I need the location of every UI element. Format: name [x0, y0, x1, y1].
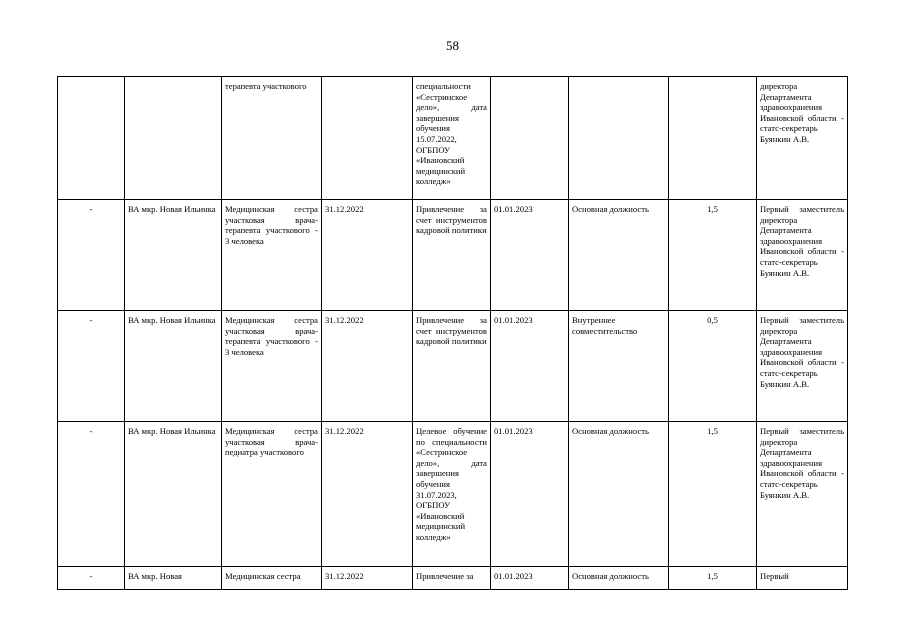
cell-employment-type: Основная должность: [569, 422, 669, 567]
table-row: [58, 422, 848, 567]
cell-start-date: 01.01.2023: [491, 567, 569, 590]
cell-position: терапевта участкового: [222, 77, 322, 200]
cell-organization: [125, 77, 222, 200]
cell-date: 31.12.2022: [322, 567, 413, 590]
cell-responsible: Первый: [757, 567, 848, 590]
cell-number: -: [58, 567, 125, 590]
cell-start-date: 01.01.2023: [491, 311, 569, 422]
cell-organization: ВА мкр. Новая Ильинка: [125, 200, 222, 311]
cell-method: Целевое обучение по специальности «Сестринское дело», дата завершения обучения 31.07.2023, ОГБПОУ «Ивановский медицинский колледж»: [413, 422, 491, 567]
cell-date: [322, 77, 413, 200]
cell-start-date: 01.01.2023: [491, 200, 569, 311]
cell-position: Медицинская сестра участковая врача-терапевта участкового - 3 человека: [222, 200, 322, 311]
cell-position: Медицинская сестра участковая врача-терапевта участкового - 3 человека: [222, 311, 322, 422]
cell-responsible: Первый заместитель директора Департамента здравоохранения Ивановской области - статс-секретарь Буянкин А.В.: [757, 200, 848, 311]
cell-employment-type: [569, 77, 669, 200]
cell-method: Привлечение за счет инструментов кадровой политики: [413, 311, 491, 422]
cell-organization: ВА мкр. Новая Ильинка: [125, 311, 222, 422]
cell-method: Привлечение за: [413, 567, 491, 590]
cell-employment-type: Внутреннее совместительство: [569, 311, 669, 422]
table-row: [58, 200, 848, 311]
cell-position: Медицинская сестра: [222, 567, 322, 590]
staffing-table: [57, 76, 848, 590]
cell-employment-type: Основная должность: [569, 567, 669, 590]
cell-date: 31.12.2022: [322, 311, 413, 422]
page-number: 58: [446, 38, 459, 53]
cell-start-date: [491, 77, 569, 200]
cell-date: 31.12.2022: [322, 200, 413, 311]
cell-number: [58, 77, 125, 200]
cell-responsible: Первый заместитель директора Департамента здравоохранения Ивановской области - статс-секретарь Буянкин А.В.: [757, 311, 848, 422]
cell-number: -: [58, 311, 125, 422]
table-row: [58, 567, 848, 590]
cell-organization: ВА мкр. Новая: [125, 567, 222, 590]
cell-rate: 1,5: [669, 567, 757, 590]
cell-start-date: 01.01.2023: [491, 422, 569, 567]
table-row: [58, 311, 848, 422]
cell-employment-type: Основная должность: [569, 200, 669, 311]
cell-number: -: [58, 200, 125, 311]
cell-rate: 1,5: [669, 200, 757, 311]
cell-rate: [669, 77, 757, 200]
cell-method: Привлечение за счет инструментов кадровой политики: [413, 200, 491, 311]
cell-responsible: Первый заместитель директора Департамента здравоохранения Ивановской области - статс-секретарь Буянкин А.В.: [757, 422, 848, 567]
cell-number: -: [58, 422, 125, 567]
cell-responsible: директора Департамента здравоохранения Ивановской области - статс-секретарь Буянкин А.В.: [757, 77, 848, 200]
cell-rate: 1,5: [669, 422, 757, 567]
cell-rate: 0,5: [669, 311, 757, 422]
cell-organization: ВА мкр. Новая Ильинка: [125, 422, 222, 567]
cell-date: 31.12.2022: [322, 422, 413, 567]
cell-position: Медицинская сестра участковая врача-педиатра участкового: [222, 422, 322, 567]
table-row: [58, 77, 848, 200]
cell-method: специальности «Сестринское дело», дата завершения обучения 15.07.2022, ОГБПОУ «Ивановский медицинский колледж»: [413, 77, 491, 200]
